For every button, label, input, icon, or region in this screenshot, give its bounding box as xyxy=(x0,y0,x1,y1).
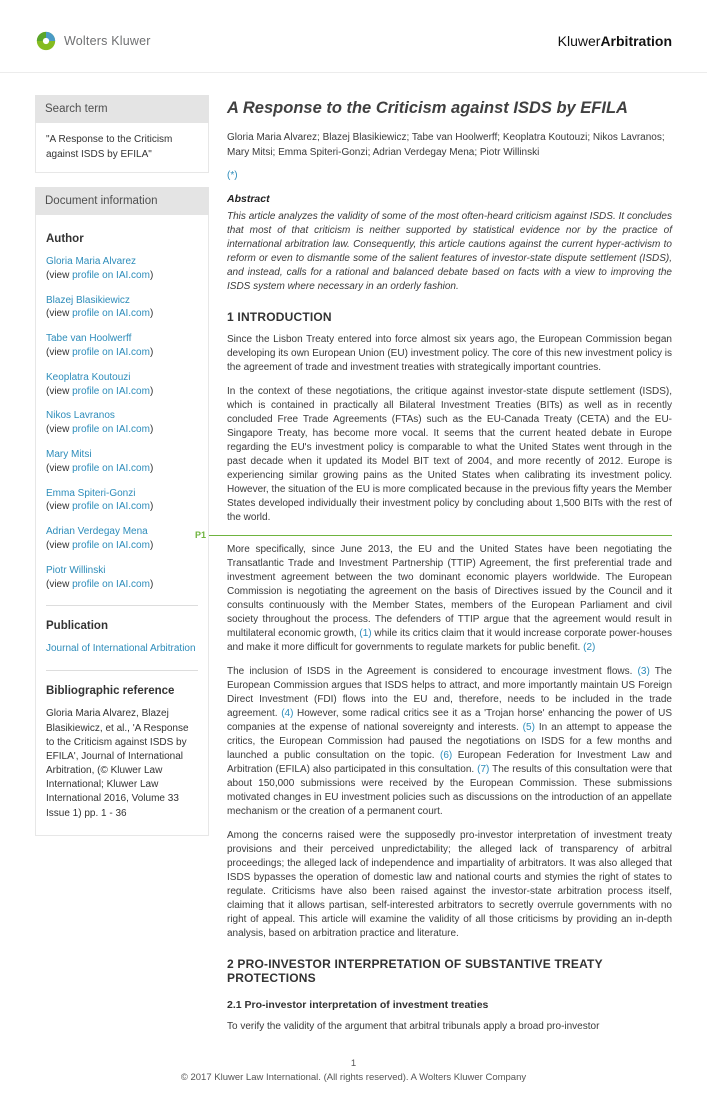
paragraph: P1 More specifically, since June 2013, the EU and the United States have been negotiating the Transatlantic Trade and Investment Partnership (TTIP) Agreement, the first preferential trade and investment agreement between the two dominant economic players worldwide. The European Commission is negotiating the agreement on the basis of Directives issued by the Council and it consults continuously with the Member States, members of the European Parliament and civil society throughout the process. The defenders of TTIP argue that the agreement would result in multilateral economic growth, (1) while its critics claim that it would increase corporate power-houses and make it more difficult for governments to regulate markets for public benefit. (2) xyxy=(195,530,672,653)
wolters-kluwer-logo[interactable] xyxy=(35,30,151,52)
author-profile: (view profile on IAI.com) xyxy=(46,539,154,551)
footer xyxy=(0,1044,707,1093)
abstract-text: This article analyzes the validity of some of the most often-heard criticism against ISDS. It concludes that most of that criticism is neither supported by statistical evidence nor by the practice of international arbitration law. Consequently, this article cautions against the current hyper-activism to reform or even to dismantle some of the salient features of investor-state dispute settlement (ISDS), and instead, calls for a rational and balanced debate based on facts with a view to improving the ISDS system where necessary in an orderly fashion. xyxy=(227,211,672,292)
author-name-link[interactable]: Emma Spiteri-Gonzi xyxy=(46,487,136,499)
author-profile-link[interactable]: profile on IAI.com xyxy=(72,385,150,397)
publication-link[interactable]: Journal of International Arbitration xyxy=(46,643,196,655)
author-name-link[interactable]: Nikos Lavranos xyxy=(46,410,115,422)
header xyxy=(0,0,707,73)
page-number: 1 xyxy=(350,1058,357,1069)
document-information-panel xyxy=(35,215,209,836)
paragraph: Since the Lisbon Treaty entered into force almost six years ago, the European Commission began developing its own European Union (EU) investment policy. The core of this new investment policy is the agreement of trade and investment treaties with strategically important countries. xyxy=(227,334,672,373)
author-profile-link[interactable]: profile on IAI.com xyxy=(72,269,150,281)
author-item xyxy=(46,255,198,283)
author-item xyxy=(46,371,198,399)
author-profile: (view profile on IAI.com) xyxy=(46,462,154,474)
author-item xyxy=(46,525,198,553)
author-name-link[interactable]: Gloria Maria Alvarez xyxy=(46,256,137,267)
section-heading: 1 INTRODUCTION xyxy=(227,310,332,324)
author-item xyxy=(46,487,198,515)
copyright: © 2017 Kluwer Law International. (All rights reserved). A Wolters Kluwer Company xyxy=(180,1072,527,1083)
author-profile: (view profile on IAI.com) xyxy=(46,501,154,513)
author-item xyxy=(46,294,198,322)
bibliographic-reference: Gloria Maria Alvarez, Blazej Blasikiewicz, et al., 'A Response to the Criticism against ISDS by EFILA', Journal of International Arbitration, (© Kluwer Law International; Kluwer Law International 2016, Volume 33 Issue 1) pp. 1 - 36 xyxy=(46,708,189,819)
content-columns xyxy=(0,73,707,1044)
sidebar xyxy=(35,95,209,836)
author-profile-link[interactable]: profile on IAI.com xyxy=(72,424,150,436)
search-term-value: "A Response to the Criticism against ISDS by EFILA" xyxy=(35,123,209,173)
author-profile: (view profile on IAI.com) xyxy=(46,385,154,397)
author-profile-link[interactable]: profile on IAI.com xyxy=(72,539,150,551)
author-list xyxy=(46,255,198,591)
publication xyxy=(46,642,198,656)
article-body xyxy=(195,310,673,1034)
author-item xyxy=(46,564,198,592)
bibliographic-reference-heading: Bibliographic reference xyxy=(46,670,198,697)
abstract-heading: Abstract xyxy=(227,193,270,205)
author-footnote-link[interactable]: (*) xyxy=(227,170,238,181)
author-profile: (view profile on IAI.com) xyxy=(46,269,154,281)
paragraph: In the context of these negotiations, the critique against investor-state dispute settlement (ISDS), which is contained in practically all Bilateral Investment Treaties (BITs) as well as in recently concluded Free Trade Agreements (FTAs) such as the EU-Canada Treaty (CETA) and the EU-Singapore Treaty, has become more vocal. It seems that the current heated debate in Europe regarding the EU's investment policy is comparable to what the United States went through in the past decade when it updated its Model BIT text of 2004, and more recently of 2012. Europe is experiencing similar growing pains as the United States when calibrating its investment policy. However, the situation of the EU is more complicated because in the previous fifty years the Member States developed individually their investment policy by concluding about 1,500 BITs with the rest of the world. xyxy=(227,386,672,523)
author-name-link[interactable]: Piotr Willinski xyxy=(46,564,106,576)
publication-heading: Publication xyxy=(46,605,198,632)
article xyxy=(195,95,673,1044)
document-information-header: Document information xyxy=(35,187,209,215)
logo-label: Wolters Kluwer xyxy=(64,34,151,48)
author-name-link[interactable]: Blazej Blasikiewicz xyxy=(46,294,130,306)
page-marker: P1 xyxy=(195,530,207,540)
author-profile: (view profile on IAI.com) xyxy=(46,346,154,358)
paragraph: Among the concerns raised were the supposedly pro-investor interpretation of investment treaty provisions and their perceived unpredictability; the alleged lack of transparency of arbitral proceedings; the alleged lack of independence and impartiality of arbitrators. It was also alleged that ISDS bypasses the operation of domestic law and national courts and stymies the right of states to regulate. Criticisms have also been raised against the investor-state arbitration process itself, claiming that it allows partisan, self-interested arbitrators to secretly overrule governments with no right of appeal. This article will examine the validity of all those criticisms by providing an in-depth analysis, based on arbitration practice and literature. xyxy=(227,830,672,939)
author-item xyxy=(46,332,198,360)
author-profile-link[interactable]: profile on IAI.com xyxy=(72,501,150,513)
author-heading: Author xyxy=(46,233,84,245)
footnote-link[interactable]: (7) xyxy=(477,764,490,775)
author-profile: (view profile on IAI.com) xyxy=(46,578,154,590)
footnote-link[interactable]: (1) xyxy=(359,628,372,639)
footnote-link[interactable]: (3) xyxy=(637,666,650,677)
author-profile-link[interactable]: profile on IAI.com xyxy=(72,462,150,474)
author-profile: (view profile on IAI.com) xyxy=(46,308,154,320)
author-item xyxy=(46,448,198,476)
brand-prefix: Kluwer xyxy=(557,33,601,49)
product-brand[interactable] xyxy=(558,33,672,49)
author-name-link[interactable]: Mary Mitsi xyxy=(46,448,92,460)
article-title: A Response to the Criticism against ISDS by EFILA xyxy=(227,99,628,117)
author-name-link[interactable]: Adrian Verdegay Mena xyxy=(46,526,148,538)
author-name-link[interactable]: Tabe van Hoolwerff xyxy=(46,333,132,345)
section-heading: 2 PRO-INVESTOR INTERPRETATION OF SUBSTANTIVE TREATY PROTECTIONS xyxy=(227,957,603,985)
footnote-link[interactable]: (2) xyxy=(583,642,596,653)
author-profile: (view profile on IAI.com) xyxy=(46,424,154,436)
brand-bold: Arbitration xyxy=(600,33,672,49)
author-footnote xyxy=(227,170,672,181)
author-profile-link[interactable]: profile on IAI.com xyxy=(72,578,150,590)
paragraph: The inclusion of ISDS in the Agreement is considered to encourage investment flows. (3) The European Commission argues that ISDS helps to attract, and more importantly maintain US Foreign Direct Investment (FDI) flows into the EU and, therefore, needs to be included in the trade agreement. (4) However, some radical critics see it as a 'Trojan horse' enhancing the power of US companies at the expense of national sovereignty and interests. (5) In an attempt to appease the critics, the European Commission had paused the negotiations on ISDS for a few months and launched a public consultation on the topic. (6) European Federation for Investment Law and Arbitration (EFILA) also participated in this consultation. (7) The results of this consultation were that about 150,000 submissions were received by the European Commission. These submissions motivated changes in EU investment policies such as discussions on the introduction of an appellate mechanism or the creation of a permanent court. xyxy=(227,666,673,817)
search-term-header: Search term xyxy=(35,95,209,123)
footnote-link[interactable]: (5) xyxy=(522,722,535,733)
article-authors: Gloria Maria Alvarez; Blazej Blasikiewicz; Tabe van Hoolwerff; Keoplatra Koutouzi; Nikos Lavranos; Mary Mitsi; Emma Spiteri-Gonzi; Adrian Verdegay Mena; Piotr Willinski xyxy=(227,132,665,158)
author-item xyxy=(46,409,198,437)
paragraph: To verify the validity of the argument that arbitral tribunals apply a broad pro-investor xyxy=(227,1021,600,1032)
author-profile-link[interactable]: profile on IAI.com xyxy=(72,346,150,358)
footnote-link[interactable]: (4) xyxy=(281,708,294,719)
subsection-heading: 2.1 Pro-investor interpretation of investment treaties xyxy=(227,999,489,1011)
author-name-link[interactable]: Keoplatra Koutouzi xyxy=(46,371,131,383)
author-profile-link[interactable]: profile on IAI.com xyxy=(72,308,150,320)
wolters-kluwer-logo-icon xyxy=(35,30,57,52)
footnote-link[interactable]: (6) xyxy=(440,750,453,761)
